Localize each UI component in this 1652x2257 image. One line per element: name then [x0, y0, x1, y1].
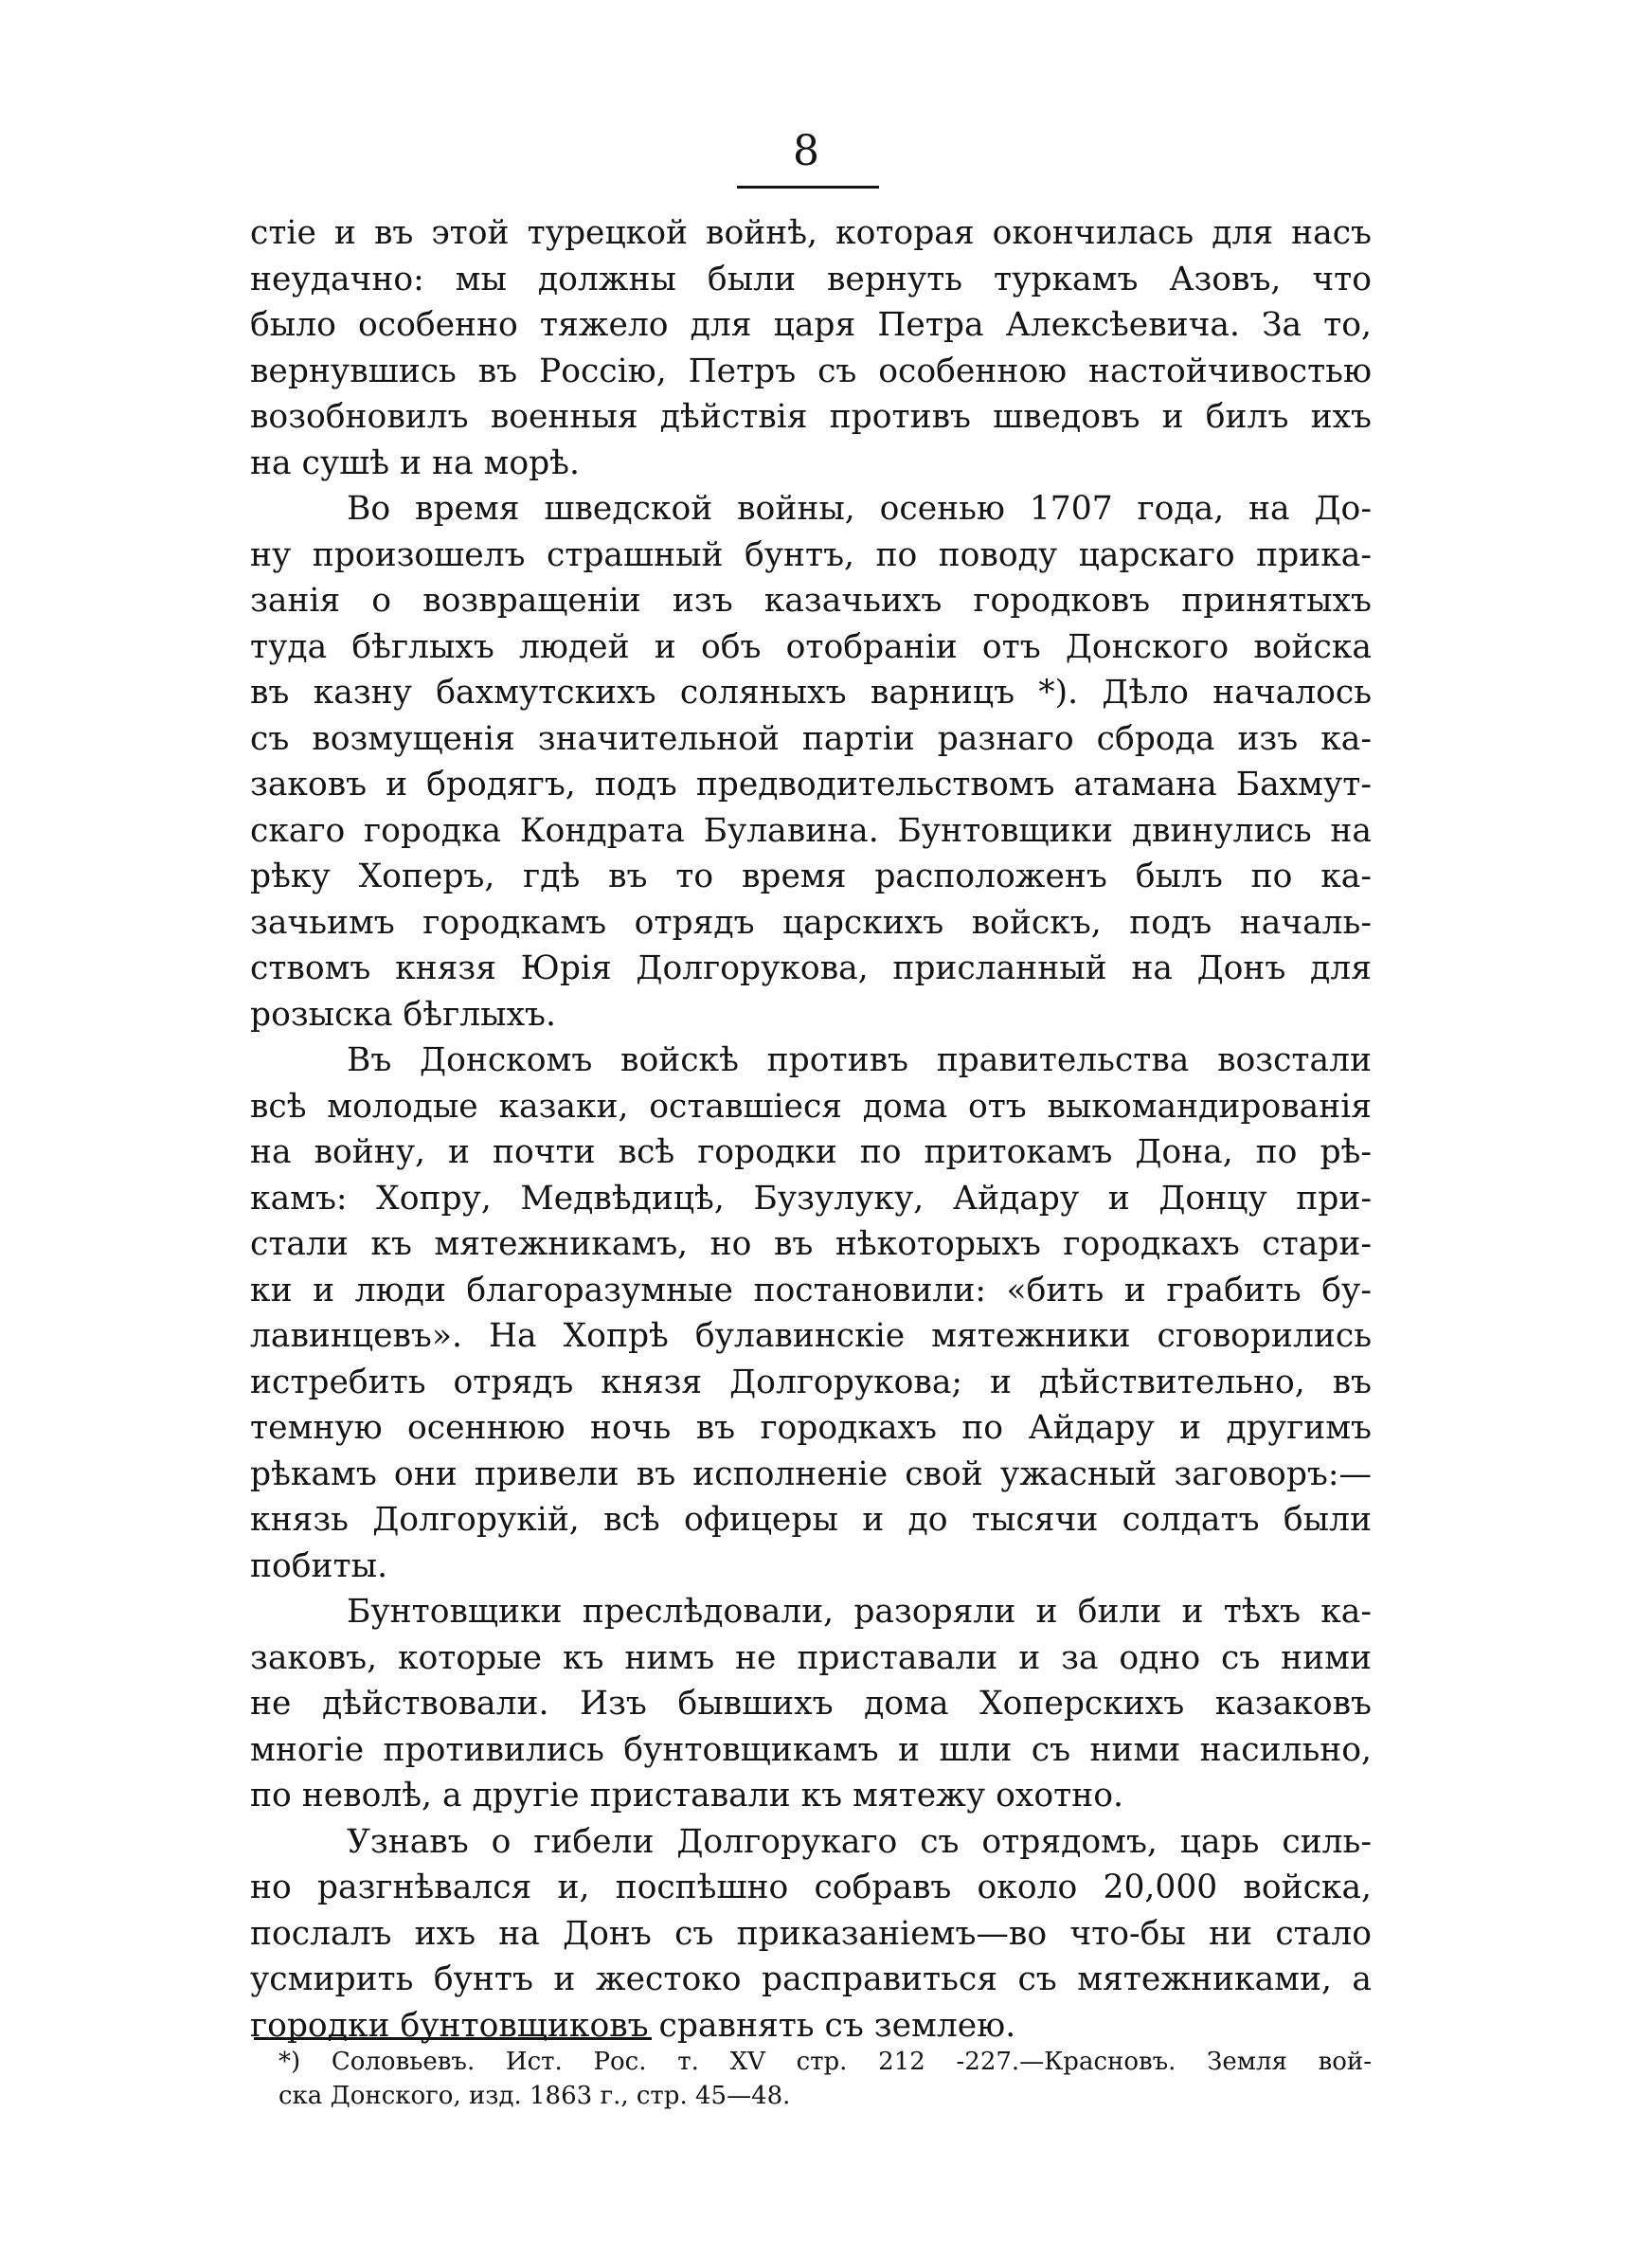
- footnote-line: ска Донского, изд. 1863 г., стр. 45—48.: [278, 2082, 791, 2110]
- text-line: ну произошелъ страшный бунтъ, по поводу царскаго прика-: [250, 535, 1372, 574]
- text-line: вернувшись въ Россію, Петръ съ особенною настойчивостью: [250, 352, 1372, 390]
- text-line: Узнавъ о гибели Долгорукаго съ отрядомъ, царь силь-: [347, 1822, 1372, 1861]
- text-line: заковъ, которые къ нимъ не приставали и за одно съ ними: [250, 1638, 1372, 1677]
- text-line: Въ Донскомъ войскѣ противъ правительства возстали: [347, 1041, 1372, 1079]
- text-line: неудачно: мы должны были вернуть туркамъ Азовъ, что: [250, 260, 1372, 298]
- text-line: по неволѣ, а другіе приставали къ мятежу охотно.: [250, 1777, 1123, 1815]
- page-number-rule: [737, 186, 879, 189]
- text-line: Во время шведской войны, осенью 1707 года, на До-: [347, 490, 1372, 528]
- text-line: городки бунтовщиковъ сравнять съ землею.: [250, 2006, 1016, 2045]
- text-line: послалъ ихъ на Донъ съ приказаніемъ—во что-бы ни стало: [250, 1914, 1372, 1953]
- page-number: 8: [793, 127, 819, 175]
- text-line: ствомъ князя Юрія Долгорукова, присланный на Донъ для: [250, 949, 1372, 987]
- text-line: лавинцевъ». На Хопрѣ булавинскіе мятежники сговорились: [250, 1317, 1372, 1355]
- text-line: на войну, и почти всѣ городки по притокамъ Дона, по рѣ-: [250, 1133, 1372, 1171]
- text-line: стали къ мятежникамъ, но въ нѣкоторыхъ городкахъ стари-: [250, 1225, 1372, 1263]
- text-line: было особенно тяжело для царя Петра Алексѣевича. За то,: [250, 306, 1372, 344]
- text-line: розыска бѣглыхъ.: [250, 995, 556, 1034]
- text-line: стіе и въ этой турецкой войнѣ, которая окончилась для насъ: [250, 214, 1372, 252]
- text-line: рѣку Хоперъ, гдѣ въ то время расположенъ былъ по ка-: [250, 858, 1372, 895]
- footnote-line: *) Соловьевъ. Ист. Рос. т. XV стр. 212 -227.—Красновъ. Земля вой-: [278, 2048, 1372, 2076]
- text-line: зачьимъ городкамъ отрядъ царскихъ войскъ, подъ началь-: [250, 903, 1372, 942]
- text-line: истребить отрядъ князя Долгорукова; и дѣйствительно, въ: [250, 1363, 1372, 1401]
- text-line: темную осеннюю ночь въ городкахъ по Айдару и другимъ: [250, 1409, 1372, 1447]
- text-line: усмирить бунтъ и жестоко расправиться съ мятежниками, а: [250, 1960, 1372, 1998]
- text-line: многіе противились бунтовщикамъ и шли съ ними насильно,: [250, 1730, 1372, 1769]
- text-line: скаго городка Кондрата Булавина. Бунтовщики двинулись на: [250, 811, 1372, 850]
- text-line: заковъ и бродягъ, подъ предводительствомъ атамана Бахмут-: [250, 766, 1372, 803]
- text-line: возобновилъ военныя дѣйствія противъ шведовъ и билъ ихъ: [250, 398, 1372, 436]
- text-line: съ возмущенія значительной партіи разнаго сброда изъ ка-: [250, 719, 1372, 758]
- text-line: занія о возвращеніи изъ казачьихъ городковъ принятыхъ: [250, 582, 1372, 620]
- text-line: въ казну бахмутскихъ соляныхъ варницъ *). Дѣло началось: [250, 674, 1372, 712]
- footnote: [278, 2045, 1372, 2113]
- text-line: но разгнѣвался и, поспѣшно собравъ около 20,000 войска,: [250, 1869, 1372, 1906]
- text-line: на сушѣ и на морѣ.: [250, 443, 580, 482]
- text-line: князь Долгорукій, всѣ офицеры и до тысячи солдатъ были: [250, 1501, 1372, 1539]
- text-line: рѣкамъ они привели въ исполненіе свой ужасный заговоръ:—: [250, 1454, 1372, 1493]
- text-line: побиты.: [250, 1546, 388, 1585]
- text-line: не дѣйствовали. Изъ бывшихъ дома Хоперскихъ казаковъ: [250, 1685, 1372, 1723]
- body-text: [250, 210, 1372, 2049]
- text-line: камъ: Хопру, Медвѣдицѣ, Бузулуку, Айдару и Донцу при-: [250, 1179, 1372, 1218]
- text-line: всѣ молодые казаки, оставшіеся дома отъ выкомандированія: [250, 1087, 1372, 1126]
- text-line: туда бѣглыхъ людей и объ отобраніи отъ Донского войска: [250, 627, 1372, 666]
- text-line: ки и люди благоразумные постановили: «бить и грабить бу-: [250, 1271, 1372, 1309]
- text-line: Бунтовщики преслѣдовали, разоряли и били и тѣхъ ка-: [347, 1593, 1372, 1631]
- footnote-rule: [254, 2037, 652, 2040]
